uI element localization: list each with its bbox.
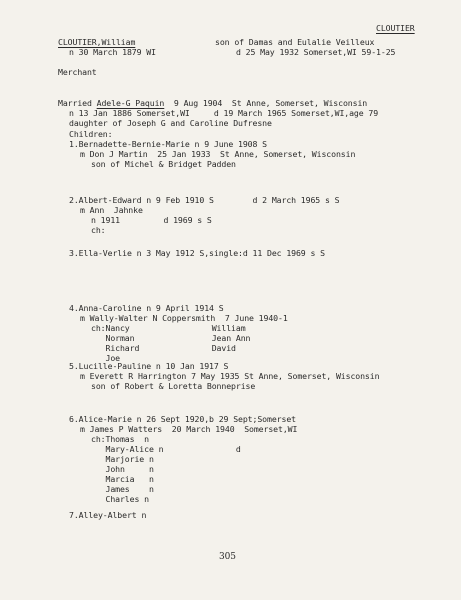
spouse-parents: daughter of Joseph G and Caroline Dufresne bbox=[69, 118, 272, 128]
child-5-line-1: 5.Lucille-Pauline n 10 Jan 1917 S bbox=[69, 361, 229, 371]
spouse-name: Adele-G Paquin bbox=[96, 98, 165, 108]
child-2-line-4: ch: bbox=[91, 225, 106, 235]
child-6-line-3: ch:Thomas n bbox=[91, 434, 149, 444]
child-5-line-3: son of Robert & Loretta Bonneprise bbox=[91, 381, 256, 391]
person-died: d 25 May 1932 Somerset,WI 59-1-25 bbox=[236, 47, 396, 57]
child-2-line-1: 2.Albert-Edward n 9 Feb 1910 S d 2 March 1965 s S bbox=[69, 195, 340, 205]
person-name: CLOUTIER,William bbox=[58, 37, 136, 47]
spouse-born-died: n 13 Jan 1886 Somerset,WI d 19 March 1965 Somerset,WI,age 79 bbox=[69, 108, 379, 118]
child-1-line-1: 1.Bernadette-Bernie-Marie n 9 June 1908 S bbox=[69, 139, 268, 149]
child-3-line-1: 3.Ella-Verlie n 3 May 1912 S,single:d 11 Dec 1969 s S bbox=[69, 248, 325, 258]
child-6-line-2: m James P Watters 20 March 1940 Somerset,WI bbox=[80, 424, 298, 434]
child-1-line-3: son of Michel & Bridget Padden bbox=[91, 159, 236, 169]
child-6-line-5: Marjorie n bbox=[91, 454, 154, 464]
child-1-line-2: m Don J Martin 25 Jan 1933 St Anne, Somerset, Wisconsin bbox=[80, 149, 356, 159]
child-2-line-3: n 1911 d 1969 s S bbox=[91, 215, 212, 225]
child-6-line-4: Mary-Alice n d bbox=[91, 444, 241, 454]
child-5-line-2: m Everett R Harrington 7 May 1935 St Anne, Somerset, Wisconsin bbox=[80, 371, 380, 381]
child-4-line-4: Norman Jean Ann bbox=[91, 333, 251, 343]
child-4-line-3: ch:Nancy William bbox=[91, 323, 246, 333]
child-6-line-7: Marcia n bbox=[91, 474, 154, 484]
person-parents: son of Damas and Eulalie Veilleux bbox=[215, 37, 375, 47]
child-6-line-1: 6.Alice-Marie n 26 Sept 1920,b 29 Sept;Somerset bbox=[69, 414, 296, 424]
marriage-details: 9 Aug 1904 St Anne, Somerset, Wisconsin bbox=[164, 98, 368, 108]
marriage-line bbox=[58, 98, 367, 108]
children-heading: Children: bbox=[69, 129, 113, 139]
child-4-line-1: 4.Anna-Caroline n 9 April 1914 S bbox=[69, 303, 224, 313]
child-4-line-6: Joe bbox=[91, 353, 120, 363]
child-4-line-2: m Wally-Walter N Coppersmith 7 June 1940-1 bbox=[80, 313, 288, 323]
child-6-line-9: Charles n bbox=[91, 494, 149, 504]
person-born: n 30 March 1879 WI bbox=[69, 47, 156, 57]
page-number: 305 bbox=[219, 552, 236, 562]
child-6-line-8: James n bbox=[91, 484, 154, 494]
marriage-prefix: Married bbox=[58, 98, 97, 108]
child-4-line-5: Richard David bbox=[91, 343, 236, 353]
header-surname: CLOUTIER bbox=[376, 23, 415, 33]
child-7-line-1: 7.Alley-Albert n bbox=[69, 510, 147, 520]
person-occupation: Merchant bbox=[58, 67, 97, 77]
child-6-line-6: John n bbox=[91, 464, 154, 474]
child-2-line-2: m Ann Jahnke bbox=[80, 205, 143, 215]
